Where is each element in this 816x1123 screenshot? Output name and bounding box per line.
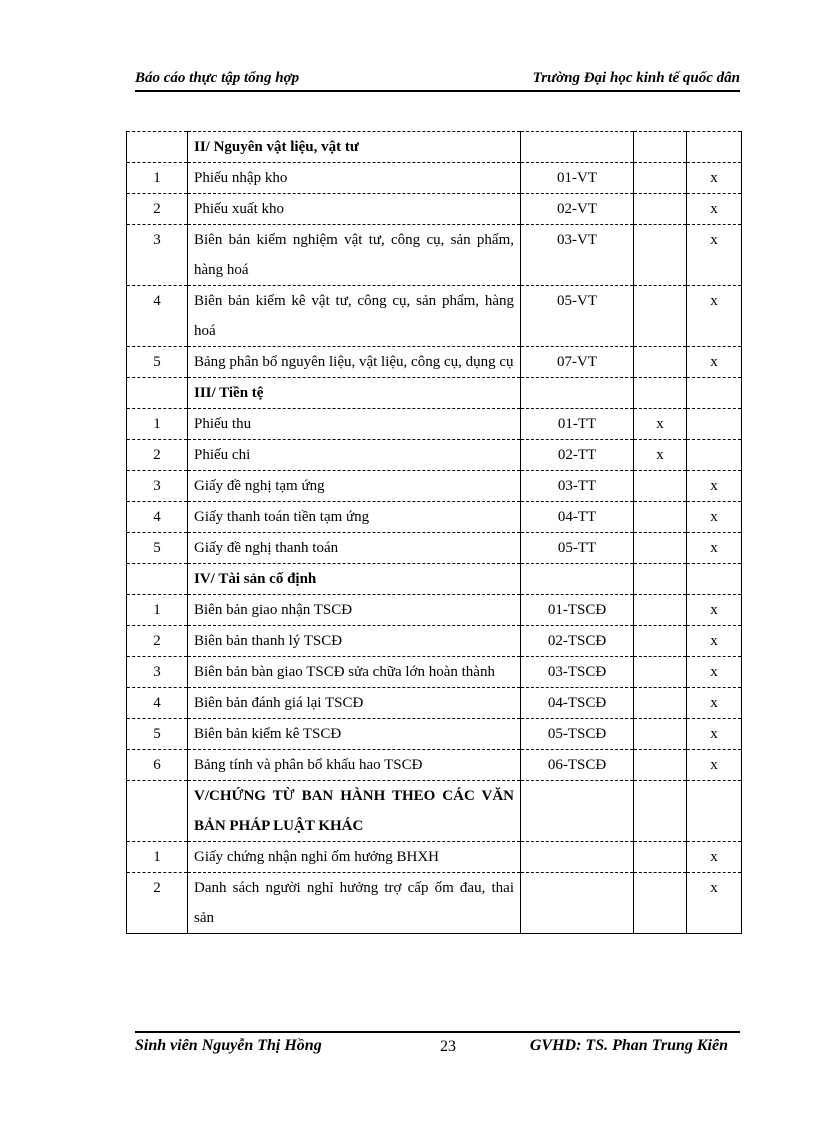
table-row (127, 719, 742, 750)
form-code-cell: 01-TSCĐ (521, 595, 634, 626)
document-name-cell: III/ Tiền tệ (188, 378, 521, 409)
row-number-cell: 4 (127, 502, 188, 533)
table-row (127, 440, 742, 471)
section-row (127, 564, 742, 595)
mark-column-2-cell: x (687, 595, 742, 626)
mark-column-2-cell: x (687, 657, 742, 688)
table-row (127, 347, 742, 378)
mark-column-1-cell (634, 225, 687, 286)
form-code-cell: 06-TSCĐ (521, 750, 634, 781)
document-name-cell: Biên bản kiểm kê TSCĐ (188, 719, 521, 750)
document-name-cell: Biên bản kiểm kê vật tư, công cụ, sản phẩm, hàng hoá (188, 286, 521, 347)
mark-column-2-cell (687, 409, 742, 440)
row-number-cell: 3 (127, 471, 188, 502)
table-row (127, 409, 742, 440)
document-name-cell: Biên bản kiểm nghiệm vật tư, công cụ, sản phẩm, hàng hoá (188, 225, 521, 286)
document-name-cell: Bảng tính và phân bổ khấu hao TSCĐ (188, 750, 521, 781)
form-code-cell (521, 873, 634, 934)
document-name-cell: Giấy chứng nhận nghỉ ốm hưởng BHXH (188, 842, 521, 873)
mark-column-2-cell: x (687, 471, 742, 502)
row-number-cell: 6 (127, 750, 188, 781)
form-code-cell: 01-VT (521, 163, 634, 194)
row-number-cell: 2 (127, 873, 188, 934)
mark-column-1-cell: x (634, 440, 687, 471)
form-code-cell: 04-TT (521, 502, 634, 533)
document-name-cell: Danh sách người nghỉ hưởng trợ cấp ốm đau, thai sản (188, 873, 521, 934)
document-name-cell: II/ Nguyên vật liệu, vật tư (188, 132, 521, 163)
mark-column-2-cell (687, 564, 742, 595)
table-row (127, 163, 742, 194)
mark-column-1-cell (634, 132, 687, 163)
form-code-cell: 05-VT (521, 286, 634, 347)
form-code-cell: 02-TT (521, 440, 634, 471)
mark-column-2-cell: x (687, 873, 742, 934)
document-name-cell: Biên bản bàn giao TSCĐ sửa chữa lớn hoàn thành (188, 657, 521, 688)
form-code-cell (521, 564, 634, 595)
document-list-table (126, 131, 742, 934)
mark-column-2-cell: x (687, 286, 742, 347)
mark-column-2-cell (687, 132, 742, 163)
row-number-cell: 2 (127, 626, 188, 657)
table-row (127, 502, 742, 533)
document-name-cell: V/CHỨNG TỪ BAN HÀNH THEO CÁC VĂN BẢN PHÁP LUẬT KHÁC (188, 781, 521, 842)
row-number-cell (127, 378, 188, 409)
footer-advisor: GVHD: TS. Phan Trung Kiên (529, 1037, 728, 1054)
section-row (127, 132, 742, 163)
mark-column-1-cell (634, 163, 687, 194)
document-name-cell: IV/ Tài sản cố định (188, 564, 521, 595)
mark-column-2-cell (687, 440, 742, 471)
table-row (127, 873, 742, 934)
mark-column-2-cell: x (687, 194, 742, 225)
mark-column-1-cell (634, 873, 687, 934)
mark-column-1-cell (634, 286, 687, 347)
mark-column-2-cell (687, 781, 742, 842)
document-name-cell: Giấy đề nghị tạm ứng (188, 471, 521, 502)
footer-student: Sinh viên Nguyễn Thị Hồng (135, 1037, 322, 1054)
form-code-cell: 02-VT (521, 194, 634, 225)
page-header (135, 68, 740, 92)
form-code-cell: 04-TSCĐ (521, 688, 634, 719)
table-row (127, 657, 742, 688)
document-name-cell: Phiếu nhập kho (188, 163, 521, 194)
mark-column-1-cell (634, 347, 687, 378)
form-code-cell: 03-VT (521, 225, 634, 286)
document-name-cell: Giấy đề nghị thanh toán (188, 533, 521, 564)
mark-column-1-cell (634, 378, 687, 409)
form-code-cell: 07-VT (521, 347, 634, 378)
mark-column-1-cell (634, 595, 687, 626)
row-number-cell: 2 (127, 194, 188, 225)
document-name-cell: Phiếu chi (188, 440, 521, 471)
row-number-cell: 5 (127, 347, 188, 378)
mark-column-1-cell (634, 688, 687, 719)
row-number-cell (127, 132, 188, 163)
form-code-cell: 03-TSCĐ (521, 657, 634, 688)
mark-column-1-cell: x (634, 409, 687, 440)
mark-column-1-cell (634, 657, 687, 688)
document-name-cell: Biên bản giao nhận TSCĐ (188, 595, 521, 626)
table-row (127, 286, 742, 347)
form-code-cell: 02-TSCĐ (521, 626, 634, 657)
table-row (127, 471, 742, 502)
document-name-cell: Giấy thanh toán tiền tạm ứng (188, 502, 521, 533)
mark-column-2-cell: x (687, 533, 742, 564)
row-number-cell: 1 (127, 409, 188, 440)
mark-column-2-cell: x (687, 626, 742, 657)
table-row (127, 626, 742, 657)
row-number-cell: 3 (127, 657, 188, 688)
table-row (127, 750, 742, 781)
header-university: Trường Đại học kinh tế quốc dân (532, 70, 740, 86)
section-row (127, 378, 742, 409)
form-code-cell: 03-TT (521, 471, 634, 502)
table-body (127, 132, 742, 934)
mark-column-1-cell (634, 194, 687, 225)
mark-column-2-cell: x (687, 347, 742, 378)
row-number-cell: 4 (127, 688, 188, 719)
mark-column-2-cell: x (687, 163, 742, 194)
mark-column-2-cell: x (687, 842, 742, 873)
form-code-cell: 05-TT (521, 533, 634, 564)
table-row (127, 225, 742, 286)
document-name-cell: Biên bản thanh lý TSCĐ (188, 626, 521, 657)
mark-column-1-cell (634, 781, 687, 842)
mark-column-1-cell (634, 626, 687, 657)
row-number-cell (127, 781, 188, 842)
document-name-cell: Phiếu xuất kho (188, 194, 521, 225)
document-name-cell: Bảng phân bổ nguyên liệu, vật liệu, công cụ, dụng cụ (188, 347, 521, 378)
row-number-cell: 5 (127, 533, 188, 564)
table-row (127, 533, 742, 564)
mark-column-1-cell (634, 564, 687, 595)
mark-column-2-cell: x (687, 750, 742, 781)
section-row (127, 781, 742, 842)
mark-column-2-cell: x (687, 502, 742, 533)
mark-column-1-cell (634, 842, 687, 873)
form-code-cell (521, 781, 634, 842)
row-number-cell (127, 564, 188, 595)
table-row (127, 595, 742, 626)
form-code-cell (521, 378, 634, 409)
form-code-cell (521, 842, 634, 873)
document-name-cell: Biên bản đánh giá lại TSCĐ (188, 688, 521, 719)
header-report-title: Báo cáo thực tập tổng hợp (135, 70, 300, 86)
table-row (127, 688, 742, 719)
mark-column-1-cell (634, 471, 687, 502)
mark-column-1-cell (634, 750, 687, 781)
mark-column-1-cell (634, 502, 687, 533)
page-number: 23 (440, 1038, 456, 1055)
mark-column-1-cell (634, 719, 687, 750)
row-number-cell: 5 (127, 719, 188, 750)
page-footer (135, 1031, 740, 1059)
form-code-cell (521, 132, 634, 163)
document-name-cell: Phiếu thu (188, 409, 521, 440)
row-number-cell: 4 (127, 286, 188, 347)
row-number-cell: 2 (127, 440, 188, 471)
row-number-cell: 1 (127, 842, 188, 873)
form-code-cell: 05-TSCĐ (521, 719, 634, 750)
mark-column-1-cell (634, 533, 687, 564)
mark-column-2-cell (687, 378, 742, 409)
row-number-cell: 1 (127, 163, 188, 194)
form-code-cell: 01-TT (521, 409, 634, 440)
row-number-cell: 1 (127, 595, 188, 626)
mark-column-2-cell: x (687, 688, 742, 719)
mark-column-2-cell: x (687, 225, 742, 286)
table-row (127, 194, 742, 225)
mark-column-2-cell: x (687, 719, 742, 750)
table-row (127, 842, 742, 873)
row-number-cell: 3 (127, 225, 188, 286)
